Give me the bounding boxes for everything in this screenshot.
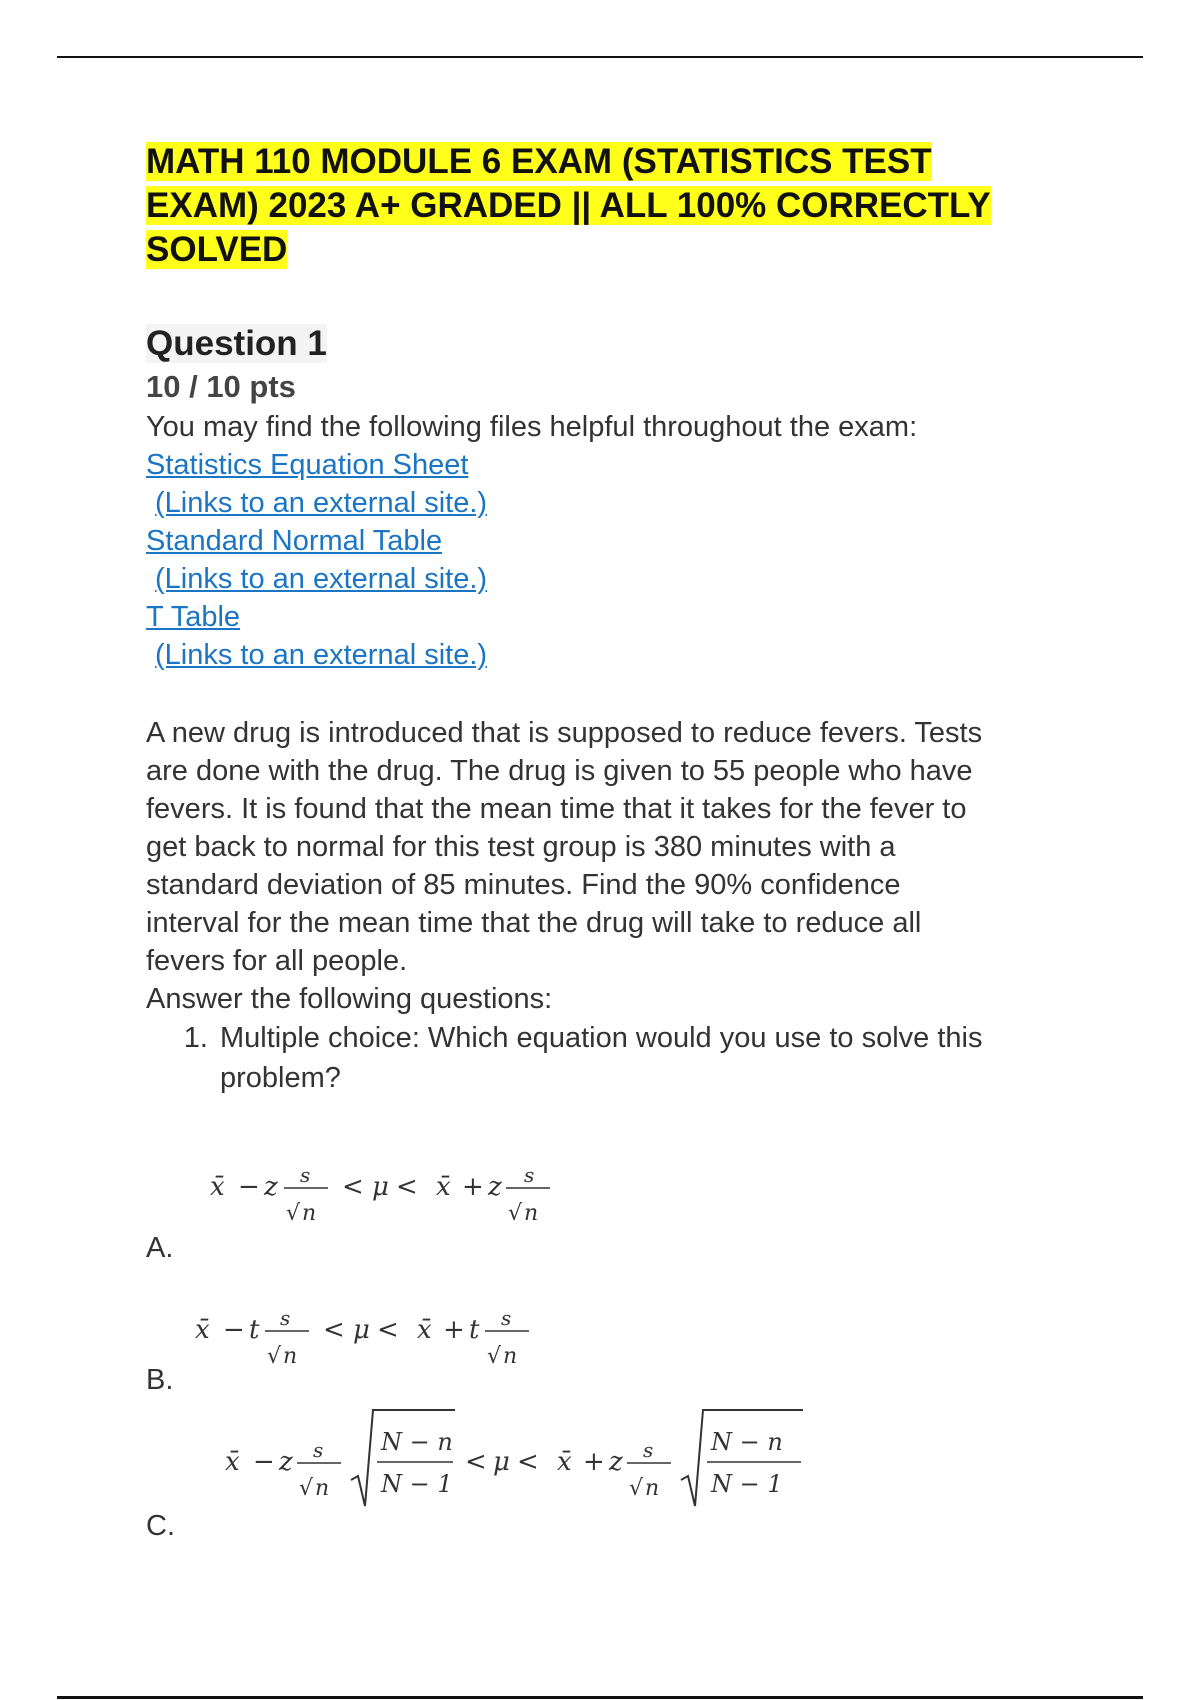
sub-question-list — [146, 1018, 1096, 1098]
formula-lt: < — [465, 1447, 487, 1477]
fpc-denominator: N − 1 — [381, 1470, 453, 1498]
exam-title — [146, 140, 1096, 272]
sqrt-sign: √ — [286, 1201, 301, 1226]
external-site-note-link[interactable]: (Links to an external site.) — [155, 487, 488, 519]
formula-lt: < — [342, 1172, 364, 1202]
sqrt-sign: √ — [267, 1344, 282, 1369]
top-rule — [57, 56, 1143, 58]
sqrt-sign: √ — [629, 1476, 644, 1501]
exam-title-line-3: SOLVED — [146, 230, 288, 269]
formula-s: s — [313, 1438, 324, 1462]
standard-normal-table-link[interactable]: Standard Normal Table — [146, 525, 443, 557]
problem-statement — [146, 714, 1096, 980]
question-intro: You may find the following files helpful throughout the exam: — [146, 411, 918, 443]
formula-s: s — [280, 1306, 291, 1330]
formula-stat: z — [488, 1172, 502, 1202]
sqrt-sign: √ — [299, 1476, 314, 1501]
problem-line: are done with the drug. The drug is given to 55 people who have — [146, 755, 973, 787]
formula-stat: z — [279, 1447, 293, 1477]
formula-plus: + — [462, 1172, 484, 1202]
formula-lt: < — [396, 1172, 418, 1202]
fpc-numerator: N − n — [381, 1428, 453, 1456]
option-a-formula[interactable] — [200, 1140, 600, 1230]
problem-line: standard deviation of 85 minutes. Find the 90% confidence — [146, 869, 901, 901]
problem-line: fevers. It is found that the mean time that it takes for the fever to — [146, 793, 967, 825]
problem-line: A new drug is introduced that is supposed to reduce fevers. Tests — [146, 717, 983, 749]
option-a-letter[interactable]: A. — [146, 1232, 174, 1264]
formula-n: n — [283, 1344, 298, 1369]
formula-n: n — [645, 1476, 660, 1501]
option-c-letter[interactable]: C. — [146, 1510, 175, 1542]
formula-minus: − — [238, 1172, 260, 1202]
formula-lt: < — [323, 1315, 345, 1345]
formula-minus: − — [253, 1447, 275, 1477]
formula-n: n — [315, 1476, 330, 1501]
formula-mu: μ — [372, 1172, 389, 1202]
problem-line: interval for the mean time that the drug will take to reduce all — [146, 907, 922, 939]
formula-plus: + — [443, 1315, 465, 1345]
fpc-denominator: N − 1 — [711, 1470, 783, 1498]
exam-title-line-2: EXAM) 2023 A+ GRADED || ALL 100% CORRECTLY — [146, 186, 991, 225]
formula-n: n — [503, 1344, 518, 1369]
formula-n: n — [302, 1201, 317, 1226]
question-title: Question 1 — [146, 324, 327, 363]
formula-s: s — [300, 1163, 311, 1187]
formula-stat: z — [609, 1447, 623, 1477]
formula-s: s — [501, 1306, 512, 1330]
formula-plus: + — [583, 1447, 605, 1477]
problem-line: fevers for all people. — [146, 945, 408, 977]
formula-xbar: x̄ — [557, 1447, 572, 1477]
formula-mu: μ — [353, 1315, 370, 1345]
formula-lt: < — [377, 1315, 399, 1345]
formula-lt: < — [517, 1447, 539, 1477]
statistics-equation-sheet-link[interactable]: Statistics Equation Sheet — [146, 449, 469, 481]
option-b-letter[interactable]: B. — [146, 1364, 174, 1396]
formula-xbar: x̄ — [210, 1172, 225, 1202]
answer-instructions: Answer the following questions: — [146, 983, 553, 1015]
sub-question-1: 1. Multiple choice: Which equation would you use to solve this problem? — [216, 1018, 1096, 1098]
option-c-formula[interactable] — [215, 1400, 835, 1510]
formula-minus: − — [223, 1315, 245, 1345]
t-table-link[interactable]: T Table — [146, 601, 241, 633]
sqrt-sign: √ — [487, 1344, 502, 1369]
formula-xbar: x̄ — [436, 1172, 451, 1202]
formula-s: s — [524, 1163, 535, 1187]
bottom-rule — [57, 1696, 1143, 1699]
problem-line: get back to normal for this test group is 380 minutes with a — [146, 831, 896, 863]
option-b-formula[interactable] — [185, 1283, 585, 1373]
document-body — [146, 140, 1096, 1098]
sqrt-sign: √ — [508, 1201, 523, 1226]
external-site-note-link[interactable]: (Links to an external site.) — [155, 563, 488, 595]
question-points: 10 / 10 pts — [146, 369, 296, 404]
formula-xbar: x̄ — [195, 1315, 210, 1345]
exam-title-line-1: MATH 110 MODULE 6 EXAM (STATISTICS TEST — [146, 142, 932, 181]
formula-xbar: x̄ — [225, 1447, 240, 1477]
formula-xbar: x̄ — [417, 1315, 432, 1345]
formula-stat: t — [249, 1315, 260, 1345]
formula-s: s — [643, 1438, 654, 1462]
formula-stat: z — [264, 1172, 278, 1202]
external-site-note-link[interactable]: (Links to an external site.) — [155, 639, 488, 671]
formula-mu: μ — [493, 1447, 510, 1477]
helpful-files-links — [146, 446, 1096, 674]
formula-stat: t — [469, 1315, 480, 1345]
fpc-numerator: N − n — [711, 1428, 783, 1456]
formula-n: n — [524, 1201, 539, 1226]
